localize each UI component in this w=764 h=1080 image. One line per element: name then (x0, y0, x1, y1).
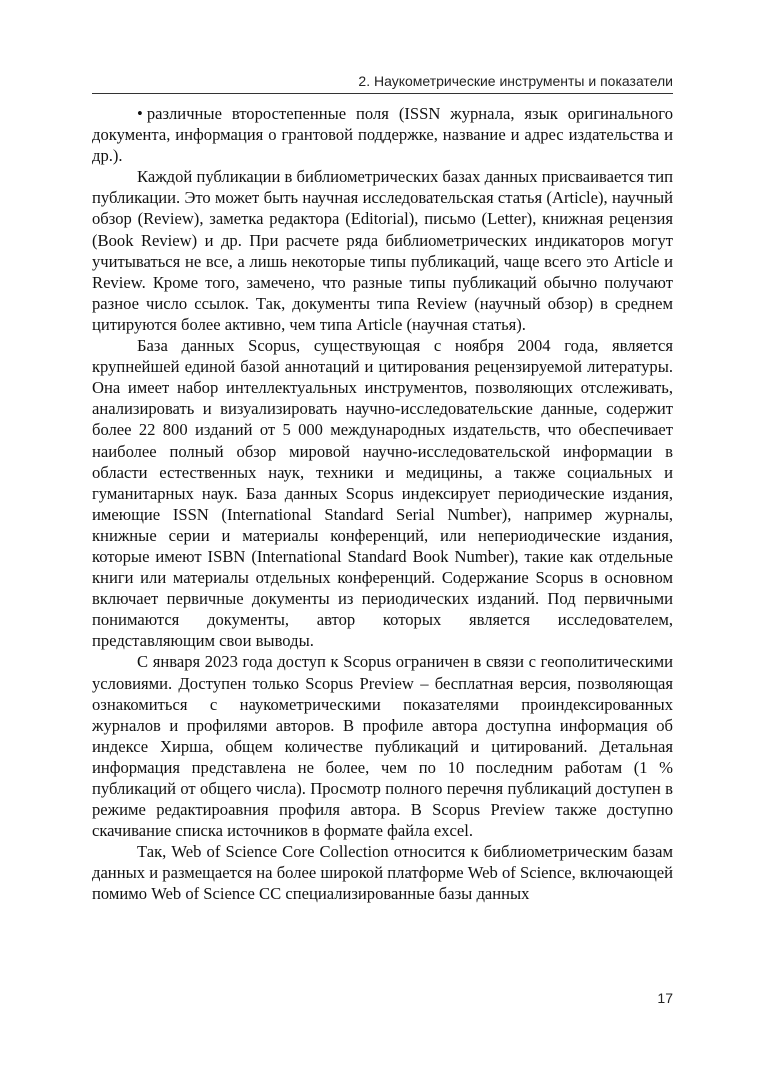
bullet-list-item (92, 103, 673, 166)
header-rule (92, 93, 673, 94)
body-text (92, 103, 673, 905)
paragraph-web-of-science: Так, Web of Science Core Collection относится к библиометрическим базам данных и размещается на более широкой платформе Web of Science, включающей помимо Web of Science CC специализированные базы данных (92, 842, 673, 904)
bullet-item-text: различные второстепенные поля (ISSN журнала, язык оригинального документа, информация о грантовой поддержке, название и адрес издательства и др.). (92, 104, 673, 166)
bullet-marker: • (137, 104, 143, 123)
paragraph-publication-types: Каждой публикации в библиометрических базах данных присваивается тип публикации. Это может быть научная исследовательская статья (Article), научный обзор (Review), заметка редактора (Editorial), письмо (Letter), книжная рецензия (Book Review) и др. При расчете ряда библиометрических индикаторов могут учитываться не все, а лишь некоторые типы публикаций, чаще всего это Article и Review. Кроме того, замечено, что разные типы публикаций обычно получают разное число ссылок. Так, документы типа Review (научный обзор) в среднем цитируются более активно, чем типа Article (научная статья). (92, 167, 673, 334)
paragraph-scopus-description: База данных Scopus, существующая с ноября 2004 года, является крупнейшей единой базой аннотаций и цитирования рецензируемой литературы. Она имеет набор интеллектуальных инструментов, позволяющих отслеживать, анализировать и визуализировать научно-исследовательские данные, содержит более 22 800 изданий от 5 000 международных издательств, что обеспечивает наиболее полный обзор мировой научно-исследовательской информации в области естественных наук, техники и медицины, а также социальных и гуманитарных наук. База данных Scopus индексирует периодические издания, имеющие ISSN (International Standard Serial Number), например журналы, книжные серии и материалы конференций, или непериодические издания, которые имеют ISBN (International Standard Book Number), такие как отдельные книги или материалы отдельных конференций. Содержание Scopus в основном включает первичные документы из периодических изданий. Под первичными понимаются документы, автор которых является исследователем, представляющим свои выводы. (92, 336, 673, 651)
paragraph-scopus-access: С января 2023 года доступ к Scopus ограничен в связи с геополитическими условиями. Доступен только Scopus Preview – бесплатная версия, позволяющая ознакомиться с наукометрическими показателями проиндексированных журналов и профилями авторов. В профиле автора доступна информация об индексе Хирша, общем количестве публикаций и цитирований. Детальная информация представлена не более, чем по 10 последним работам (1 % публикаций от общего числа). Просмотр полного перечня публикаций доступен в режиме редактироавния профиля автора. В Scopus Preview также доступно скачивание списка источников в формате файла excel. (92, 652, 673, 841)
running-header: 2. Наукометрические инструменты и показатели (358, 73, 673, 89)
page-number: 17 (657, 990, 673, 1006)
